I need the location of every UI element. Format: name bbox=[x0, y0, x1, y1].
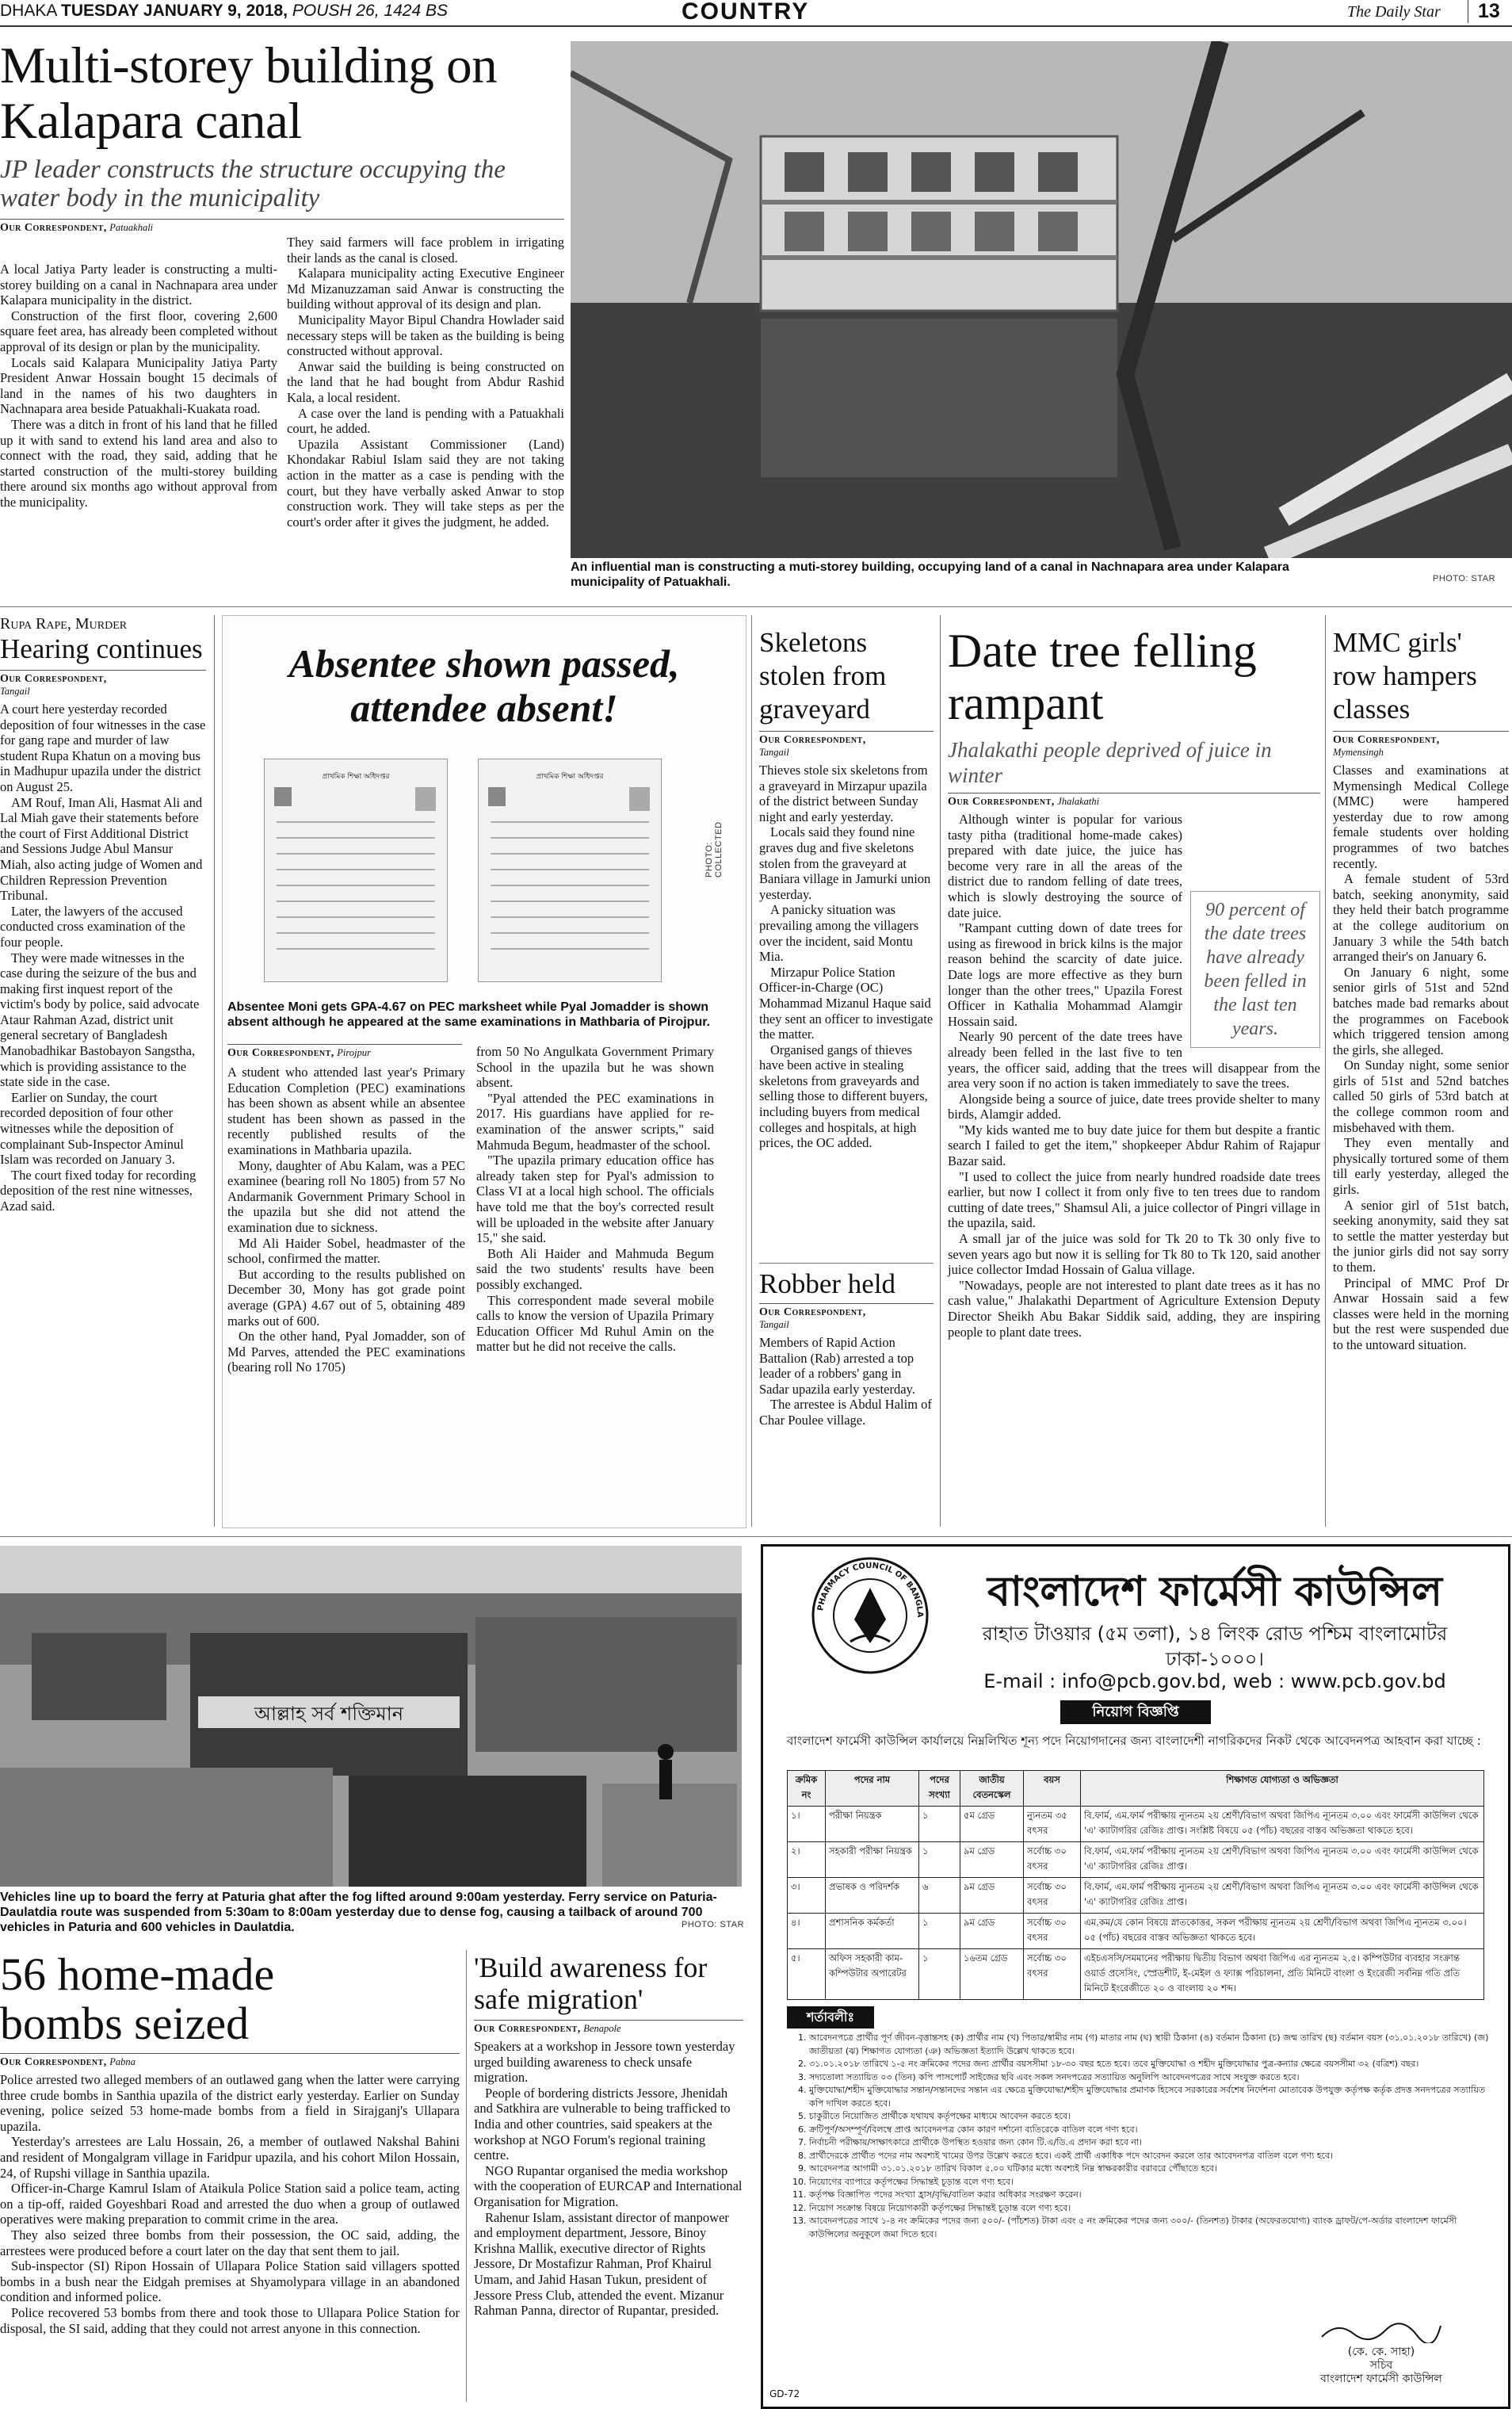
table-row: ২। সহকারী পরীক্ষা নিয়ন্ত্রক ১ ৯ম গ্রেড সর্বোচ্চ ৩০ বৎসর বি.ফার্ম, এম.ফার্ম পরীক্ষায় ন্যূনতম ২য় শ্রেণী/বিভাগ অথবা জিপিএ ন্যূনতম ৩.০০ এবং ফার্মেসী কাউন্সিল থেকে 'এ' ক্যাটাগরির রেজিঃ প্রাপ্ত। bbox=[788, 1842, 1484, 1878]
vacancy-table bbox=[787, 1770, 1484, 2000]
ad-address2: ঢাকা-১০০০। bbox=[1166, 1648, 1264, 1670]
term-item: 2. ৩১.০১.২০১৮ তারিখে ১-৫ নং ক্রমিকের পদের জন্য প্রার্থীর বয়সসীমা ১৮-৩০ বছর হতে হবে। তবে মুক্তিযোদ্ধা ও শহীদ মুক্তিযোদ্ধার পুত্র-কন্যার ক্ষেত্রে বয়সসীমা ৩২ (বত্রিশ) বছর। bbox=[809, 2058, 1499, 2071]
term-item: 7. নির্বাচনী পরীক্ষায়/সাক্ষাৎকারে প্রার্থীকে উপস্থিত হওয়ার জন্য কোন টি.এ/ডি.এ প্রদান করা হবে না। bbox=[809, 2136, 1499, 2150]
rupa-headline: Hearing continues bbox=[0, 633, 203, 664]
column-rule bbox=[466, 1950, 467, 2402]
migration-headline: 'Build awareness for safe migration' bbox=[474, 1952, 708, 2015]
ferry-caption: Vehicles line up to board the ferry at Paturia ghat after the fog lifted around 9:00am yesterday. Ferry service on Paturia-Daulatdia route was suspended from 5:30am to 8:00am yesterday due to dense fog, causing a tailback of around 700 vehicles in Paturia and 600 vehicles in Daulatdia. bbox=[0, 1891, 717, 1934]
rupa-kicker: Rupa Rape, Murder bbox=[0, 615, 128, 633]
ad-terms-list bbox=[787, 2032, 1499, 2241]
marksheet-lines bbox=[479, 782, 661, 973]
term-item: 3. সদ্যতোলা সত্যায়িত ০৩ (তিন) কপি পাসপোর্ট সাইজের ছবি এবং সকল সনদপত্রের সত্যায়িত অনুলিপি আবেদনপত্রের সাথে সংযুক্ত করতে হবে। bbox=[809, 2071, 1499, 2085]
truck-banner: আল্লাহ সর্ব শক্তিমান bbox=[254, 1703, 404, 1725]
divider bbox=[0, 1536, 1512, 1537]
marksheet-title: প্রাথমিক শিক্ষা অধিদপ্তর bbox=[322, 773, 390, 781]
table-header-row bbox=[788, 1771, 1484, 1807]
ad-title: বাংলাদেশ ফার্মেসী কাউন্সিল bbox=[987, 1568, 1442, 1616]
table-header: পদের সংখ্যা bbox=[919, 1771, 960, 1807]
absentee-caption: Absentee Moni gets GPA-4.67 on PEC marksheet while Pyal Jomadder is shown absent although he appeared at the same examinations in Mathbaria of Pirojpur. bbox=[227, 1000, 711, 1029]
dateline: DHAKA TUESDAY JANUARY 9, 2018, POUSH 26, 1424 BS bbox=[0, 2, 448, 20]
ferry-photo bbox=[0, 1546, 742, 1887]
bombs-body: Police arrested two alleged members of an outlawed gang when the latter were carrying three crude bombs in Santhia upazila of the district early yesterday. Earlier on Sunday evening, police seized 53 home-made bombs from a field in Sirajganj's Ullapara upazila. Yesterday's arrestees are Lalu Hossain, 26, a member of outlawed Nakshal Bahini and resident of Mongalgram village in Faridpur upazila, and his cohort Milon Hossain, 24, of Rupshi village in Santhia upazila. Officer-in-Charge Kamrul Islam of Ataikula Police Station said a police team, acting on a tip-off, raided Goyeshbari Road and arrested the duo when a group of outlawed operatives were making preparation to commit crime in the area. They also seized three bombs from their possession, the OC said, adding, the arrestees were produced before a court later on the day that sent them to jail. Sub-inspector (SI) Ripon Hossain of Ullapara Police Station said villagers spotted bombs in a bush near the Eidgah premises at Shyamolypara village in an abandoned condition and informed police. Police recovered 53 bombs from there and took those to Ullapara Police Station for disposal, the SI said, adding that they could not arrest anyone in this connection. bbox=[0, 2072, 460, 2336]
masthead bbox=[0, 0, 1512, 27]
term-item: 9. আবেদনপত্র আগামী ৩১.০১.২০১৮ তারিখ বিকাল ৫.০০ ঘটিকার মধ্যে অবশ্যই নিম্ন স্বাক্ষরকারীর বরাবরে পৌঁছাতে হবে। bbox=[809, 2162, 1499, 2176]
table-row: ৩। প্রভাষক ও পরিদর্শক ৬ ৯ম গ্রেড সর্বোচ্চ ৩০ বৎসর বি.ফার্ম, এম.ফার্ম পরীক্ষায় ন্যূনতম ২য় শ্রেণী/বিভাগ অথবা জিপিএ ন্যূনতম ৩.০০ এবং ফার্মেসী কাউন্সিল থেকে 'এ' ক্যাটাগরির রেজিঃ প্রাপ্ত। bbox=[788, 1878, 1484, 1914]
datetree-body: 90 percent of the date trees have already been felled in the last ten years. Although winter is popular for various tasty pitha (traditional home-made cakes) prepared with date juice, the juice has become very rare in all the areas of the district due to random felling of date trees, which is slowly destroying the source of date juice. "Rampant cutting down of date trees for using as firewood in brick kilns is the major reason behind the scarcity of date juice. Date logs are more effective as they burn longer than the other trees," Upazila Forest Officer in Kathalia Mohammad Alamgir Hossain said. Nearly 90 percent of the date trees have already been felled in the last five to ten years, the officer said, adding that the trees will disappear from the area very soon if no action is taken immediately to save the trees. Alongside being a source of juice, date trees provide shelter to many birds, Alamgir added. "My kids wanted me to buy date juice for them but despite a frantic search I failed to get the item," shopkeeper Abdur Rahim of Rajapur Bazar said. "I used to collect the juice from nearly hundred roadside date trees earlier, but now I collect it from only five to ten trees due to random cutting of date trees," Shamsul Ali, a juice collector of Pingri village in the upazila, said. A small jar of the juice was sold for Tk 20 to Tk 30 only five to seven years ago but now it is selling for Tk 80 to Tk 120, said another juice collector Imdad Hossain of Galua village. "Nowadays, people are not interested to plant date trees as it has no cash value," Jhalakathi Department of Agriculture Extension Deputy Director Sheikh Abu Bakar Siddik said, adding, they are inspiring people to plant date trees. bbox=[948, 812, 1320, 1340]
table-header: বয়স bbox=[1024, 1771, 1081, 1807]
term-item: 12. নিয়োগ সংক্রান্ত বিষয়ে নিয়োগকারী কর্তৃপক্ষের সিদ্ধান্তই চূড়ান্ত বলে গণ্য হবে। bbox=[809, 2202, 1499, 2216]
paper-logo: The Daily Star bbox=[1347, 3, 1441, 21]
term-item: 11. কর্তৃপক্ষ বিজ্ঞাপিত পদের সংখ্যা হ্রাস/বৃদ্ধি/বাতিল করার অধিকার সংরক্ষণ করেন। bbox=[809, 2189, 1499, 2202]
absentee-col2: from 50 No Angulkata Government Primary School in the upazila but he was shown absent. "Pyal attended the PEC examinations in 2017. His guardians have applied for re-examination of the answer scripts," said Mahmuda Begum, headmaster of the school. "The upazila primary education office has already taken step for Pyal's admission to Class VI at a local high school. The officials have told me that the boy's corrected result will be uploaded in the website after January 15," she said. Both Ali Haider and Mahmuda Begum said the two students' results have been possibly exchanged. This correspondent made several mobile calls to know the version of Upazila Primary Education Officer Md Ruhul Amin on the matter but he did not receive the calls. bbox=[476, 1044, 714, 1355]
term-item: 13. আবেদনপত্রের সাথে ১-৪ নং ক্রমিকের পদের জন্য ৫০০/- (পাঁচশত) টাকা এবং ৫ নং ক্রমিকের পদের জন্য ৩০০/- (তিনশত) টাকার (অফেরতযোগ্য) ব্যাংক ড্রাফট/পে-অর্ডার বাংলাদেশ ফার্মেসী কাউন্সিলের অনুকূলে জমা দিতে হবে। bbox=[809, 2215, 1499, 2241]
ad-notice-badge: নিয়োগ বিজ্ঞপ্তি bbox=[1060, 1700, 1211, 1724]
mmc-body: Classes and examinations at Mymensingh Medical College (MMC) were hampered yesterday due to row among female students over holding programmes of two batches recently. A female student of 53rd batch, seeking anonymity, said they held their batch programme at the college auditorium on January 3 while the 54th batch arranged their's on January 6. On January 6 night, some senior girls of 51st and 52nd batches made bad remarks about the programmes on Facebook which triggered tension among the girls, she alleged. On Sunday night, some senior girls of 51st and 52nd batches called 50 girls of 53rd batch at the college common room and misbehaved with them. They even mentally and physically tortured some of them till early yesterday, alleged the girls. A senior girl of 51st batch, seeking anonymity, said they sat to settle the matter yesterday but the junior girls did not say sorry to them. Principal of MMC Prof Dr Anwar Hossain said a few classes were held in the morning but the rest were suspended due to the untoward situation. bbox=[1333, 763, 1509, 1352]
bombs-headline: 56 home-made bombs seized bbox=[0, 1948, 275, 2049]
migration-body: Speakers at a workshop in Jessore town yesterday urged building awareness to check unsafe migration. People of bordering districts Jessore, Jhenidah and Satkhira are vulnerable to being trafficked to India and other countries, said speakers at the workshop at NGO Forum's regional training centre. NGO Rupantar organised the media workshop with the cooperation of EURCAP and International Organisation for Migration. Rahenur Islam, assistant director of manpower and employment department, Jessore, Binoy Krishna Mallik, executive director of Rights Jessore, Dr Mostafizur Rahman, Prof Khairul Umam, and Jahid Hasan Tukun, president of Jessore Press Club, attended the event. Mizanur Rahman Panna, director of Rupantar, presided. bbox=[474, 2039, 743, 2319]
kalapara-col2: They said farmers will face problem in irrigating their lands as the canal is closed. Kalapara municipality acting Executive Engineer Md Mizanuzzaman said Anwar is constructing the building without approval of its design and plan. Municipality Mayor Bipul Chandra Howlader said necessary steps will be taken as the building is being constructed without approval. Anwar said the building is being constructed on the land that he had bought from Abdur Rashid Kala, a local resident. A case over the land is pending with a Patuakhali court, he added. Upazila Assistant Commissioner (Land) Khondakar Rabiul Islam said they are not taking action in the matter as a case is pending with the court, but they have verbally asked Anwar to stop construction work. They will take steps as per the court's order after it gives the judgment, he added. bbox=[287, 235, 564, 530]
term-item: 8. প্রার্থীদেরকে প্রার্থীত পদের নাম অবশ্যই খামের উপর উল্লেখ করতে হবে। একই প্রার্থী একাধিক পদে আবেদন করলে তার আবেদনপত্র বাতিল বলে গণ্য হবে। bbox=[809, 2150, 1499, 2163]
robber-body: Members of Rapid Action Battalion (Rab) arrested a top leader of a robbers' gang in Sadar upazila early yesterday. The arrestee is Abdul Halim of Char Poulee village. bbox=[759, 1335, 932, 1428]
ad-address1: রাহাত টাওয়ার (৫ম তলা), ১৪ লিংক রোড পশ্চিম বাংলামোটর bbox=[982, 1623, 1448, 1645]
kalapara-credit: PHOTO: STAR bbox=[1433, 574, 1496, 583]
column-rule bbox=[751, 615, 752, 1527]
vehicles-image bbox=[0, 1546, 742, 1887]
seal-lettering: PHARMACY COUNCIL OF BANGLA bbox=[816, 1561, 925, 1618]
table-header: শিক্ষাগত যোগ্যতা ও অভিজ্ঞতা bbox=[1081, 1771, 1484, 1807]
table-row: ৫। অফিস সহকারী কাম-কম্পিউটার অপারেটর ১ ১৬তম গ্রেড সর্বোচ্চ ৩০ বৎসর এইচএসসি/সমমানের পরীক্ষায় দ্বিতীয় বিভাগ অথবা জিপিএ এর ন্যূনতম ২.৫। কম্পিউটার ব্যবহার সংক্রান্ত ওয়ার্ড প্রসেসিং, স্প্রেডশীট, ই-মেইল ও ফ্যাক্স পরিচালনা, প্রতি মিনিটে বাংলা ও ইংরেজী সর্বনিম্ন গতি প্রতি মিনিটে ইংরেজীতে ২০ ও বাংলায় ২০ শব্দ। bbox=[788, 1949, 1484, 2000]
absentee-box bbox=[222, 615, 746, 1528]
term-item: 1. আবেদনপত্রে প্রার্থীর পূর্ণ জীবন-বৃত্তান্তসহ (ক) প্রার্থীর নাম (খ) পিতার/স্বামীর নাম (গ) মাতার নাম (ঘ) স্থায়ী ঠিকানা (ঙ) বর্তমান ঠিকানা (চ) জন্ম তারিখ (ছ) বর্তমান বয়স (৩১.০১.২০১৮ তারিখে) (জ) জাতীয়তা (ঝ) শিক্ষাগত যোগ্যতা (ঞ) অভিজ্ঞতা ইত্যাদি উল্লেখ থাকতে হবে। bbox=[809, 2032, 1499, 2058]
pharmacy-ad bbox=[761, 1544, 1510, 2409]
table-header: পদের নাম bbox=[826, 1771, 919, 1807]
datetree-byline: Our Correspondent, Jhalakathi bbox=[948, 793, 1320, 809]
council-seal-icon bbox=[811, 1556, 930, 1675]
robber-byline: Our Correspondent, Tangail bbox=[759, 1303, 934, 1332]
robber-headline: Robber held bbox=[759, 1268, 896, 1299]
table-header: জাতীয় বেতনস্কেল bbox=[960, 1771, 1024, 1807]
migration-story bbox=[474, 1952, 743, 2319]
bombs-byline: Our Correspondent, Pabna bbox=[0, 2053, 460, 2069]
datetree-deck: Jhalakathi people deprived of juice in winter bbox=[948, 738, 1272, 787]
bombs-story bbox=[0, 1950, 460, 2336]
skeletons-story bbox=[759, 626, 934, 1151]
table-row: ৪। প্রশাসনিক কর্মকর্তা ১ ৯ম গ্রেড সর্বোচ্চ ৩০ বৎসর এম.কম/যে কোন বিষয়ে স্নাতকোত্তর, সকল পরীক্ষায় ন্যূনতম ২য় শ্রেণী/বিভাগ অথবা জিপিএ ন্যূনতম ৩.০০। ০৫ (পাঁচ) বছরের বাস্তব অভিজ্ঞতা থাকতে হবে। bbox=[788, 1914, 1484, 1949]
ad-table-wrap bbox=[787, 1770, 1484, 2000]
divider bbox=[0, 606, 1512, 607]
kalapara-caption: An influential man is constructing a muti-storey building, occupying land of a canal in Nachnapara area under Kalapara municipality of Patuakhali. bbox=[571, 560, 1289, 589]
table-row: ১। পরীক্ষা নিয়ন্ত্রক ১ ৫ম গ্রেড ন্যুনতম ৩৫ বৎসর বি.ফার্ম, এম.ফার্ম পরীক্ষায় ন্যূনতম ২য় শ্রেণী/বিভাগ অথবা জিপিএ ন্যূনতম ৩.০০ এবং ফার্মেসী কাউন্সিল থেকে 'এ' ক্যাটাগরির রেজিঃ প্রাপ্ত। সংশ্লিষ্ট বিষয়ে ০৫ (পাঁচ) বছরের বাস্তব অভিজ্ঞতা থাকতে হবে। bbox=[788, 1807, 1484, 1842]
absentee-byline: Our Correspondent, Pirojpur bbox=[227, 1044, 462, 1060]
kalapara-photo bbox=[571, 41, 1512, 558]
rupa-body: A court here yesterday recorded deposition of four witnesses in the case for gang rape and murder of law student Rupa Khatun on a moving bus in Madhupur upazila under the district on August 25. AM Rouf, Iman Ali, Hasmat Ali and Lal Miah gave their statements before the court of First Additional District and Sessions Judge Abul Mansur Miah, also acting judge of Women and Children Repression Prevention Tribunal. Later, the lawyers of the accused conducted cross examination of the four people. They were made witnesses in the case during the seizure of the bus and making first inquest report of the victim's body by police, said advocate Ataur Rahman Azad, district unit general secretary of Bangladesh Manobadhikar Bastobayon Sangstha, which is providing assistance to the state side in the case. Earlier on Sunday, the court recorded deposition of four other witnesses while the deposition of complainant Sub-Inspector Aminul Islam was recorded on January 3. The court fixed today for recording deposition of the rest nine witnesses, Azad said. bbox=[0, 702, 206, 1214]
term-item: 10. নিয়োগের ব্যাপারে কর্তৃপক্ষের সিদ্ধান্তই চূড়ান্ত বলে গণ্য হবে। bbox=[809, 2176, 1499, 2189]
skeletons-byline: Our Correspondent, Tangail bbox=[759, 731, 934, 759]
term-item: 5. চাকুরীতে নিয়োজিত প্রার্থীকে যথাযথ কর্তৃপক্ষের মাধ্যমে আবেদন করতে হবে। bbox=[809, 2110, 1499, 2124]
ad-terms-title: শর্তাবলীঃ bbox=[787, 2006, 874, 2029]
ad-code: GD-72 bbox=[769, 2388, 800, 2399]
rupa-byline: Our Correspondent, Tangail bbox=[0, 670, 206, 698]
mmc-byline: Our Correspondent, Mymensingh bbox=[1333, 731, 1509, 759]
datetree-story bbox=[948, 625, 1320, 1528]
column-rule bbox=[1325, 615, 1326, 1527]
marksheet-left bbox=[264, 759, 448, 982]
column-rule bbox=[214, 615, 215, 1527]
absentee-headline: Absentee shown passed, attendee absent! bbox=[288, 641, 680, 730]
marksheet-lines bbox=[265, 782, 447, 973]
marksheet-right bbox=[478, 759, 662, 982]
rupa-story bbox=[0, 615, 206, 1214]
table-header: ক্রমিক নং bbox=[788, 1771, 826, 1807]
term-item: 6. ক্রটিপূর্ণ/অসম্পূর্ণ/বিলম্বে প্রাপ্ত আবেদনপত্র কোন কারণ দর্শানো ব্যতিরেকে বাতিল বলে গণ্য হবে। bbox=[809, 2124, 1499, 2137]
absentee-credit: PHOTO: COLLECTED bbox=[704, 821, 724, 878]
skeletons-headline: Skeletons stolen from graveyard bbox=[759, 627, 887, 725]
ferry-credit: PHOTO: STAR bbox=[682, 1920, 745, 1929]
signatory-org: বাংলাদেশ ফার্মেসী কাউন্সিল bbox=[1320, 2373, 1442, 2385]
kalapara-byline: Our Correspondent, Patuakhali bbox=[0, 219, 564, 235]
kalapara-headline: Multi-storey building on Kalapara canal bbox=[0, 37, 498, 150]
datetree-pullquote: 90 percent of the date trees have already been felled in the last ten years. bbox=[1190, 891, 1320, 1048]
mmc-story bbox=[1333, 626, 1509, 1353]
signatory-block bbox=[1270, 2346, 1492, 2386]
ad-contact: E-mail : info@pcb.gov.bd, web : www.pcb.gov.bd bbox=[983, 1670, 1446, 1692]
ad-intro: বাংলাদেশ ফার্মেসী কাউন্সিল কার্যালয়ে নিম্নলিখিত শূন্য পদে নিয়োগদানের জন্য বাংলাদেশী নাগরিকদের নিকট থেকে আবেদনপত্র আহবান করা যাচ্ছে : bbox=[787, 1734, 1481, 1748]
kalapara-col1: A local Jatiya Party leader is constructing a multi-storey building on a canal in Nachnapara area under Kalapara municipality in the district. Construction of the first floor, covering 2,600 square feet area, has already been completed without approval of its design or plan by the municipality. Locals said Kalapara Municipality Jatiya Party President Anwar Hossain bought 15 decimals of land in the names of his two daughters in Nachnapara area beside Patuakhali-Kuakata road. There was a ditch in front of his land that he filled up it with sand to extend his land area and also to connect with the road, they said, adding that he started construction of the multi-storey building there around six months ago without approval from the municipality. bbox=[0, 262, 277, 510]
section-title: COUNTRY bbox=[682, 0, 810, 25]
page-number: 13 bbox=[1468, 0, 1500, 23]
marksheet-title: প্রাথমিক শিক্ষা অধিদপ্তর bbox=[536, 773, 604, 781]
term-item: 4. মুক্তিযোদ্ধা/শহীদ মুক্তিযোদ্ধার সন্তান/সন্তানদের সন্তান এর ক্ষেত্রে মুক্তিযোদ্ধা/শহীদ মুক্তিযোদ্ধার প্রমাণক হিসেবে সরকারের সর্বশেষ নির্দেশনা মোতাবেক উপযুক্ত কর্তৃপক্ষ কর্তৃক প্রদত্ত সনদপত্রের সত্যায়িত কপি দাখিল করতে হবে। bbox=[809, 2084, 1499, 2110]
signatory-name: (কে. কে. সাহা) bbox=[1347, 2346, 1415, 2358]
datetree-headline: Date tree felling rampant bbox=[948, 625, 1257, 729]
kalapara-story bbox=[0, 38, 564, 601]
mmc-headline: MMC girls' row hampers classes bbox=[1333, 627, 1477, 725]
divider bbox=[759, 1263, 934, 1264]
building-canal-image bbox=[571, 41, 1512, 558]
kalapara-deck: JP leader constructs the structure occupying the water body in the municipality bbox=[0, 155, 506, 212]
migration-byline: Our Correspondent, Benapole bbox=[474, 2020, 743, 2036]
signatory-title: সচিব bbox=[1369, 2359, 1393, 2372]
signature-scribble-icon bbox=[1318, 2319, 1445, 2343]
absentee-col1: A student who attended last year's Primary Education Completion (PEC) examinations has been shown as absent while an absentee student has been shown as passed in the recently published results of the examinations in Mathbaria upazila. Mony, daughter of Abu Kalam, was a PEC examinee (bearing roll No 1805) from 57 No Andarmanik Government Primary School in the upazila but she did not attend the examination due to sickness. Md Ali Haider Sobel, headmaster of the school, confirmed the matter. But according to the results published on December 30, Mony has got grade point average (GPA) 4.67 out of 5, obtaining 489 marks out of 600. On the other hand, Pyal Jomadder, son of Md Parves, attended the PEC examinations (bearing roll No 1705) bbox=[227, 1065, 465, 1375]
column-rule bbox=[940, 615, 941, 1527]
robber-story bbox=[759, 1268, 934, 1428]
skeletons-body: Thieves stole six skeletons from a graveyard in Mirzapur upazila of the district between Sunday night and early yesterday. Locals said they found nine graves dug and five skeletons stolen from the graveyard at Baniara village in Jamurki union yesterday. A panicky situation was prevailing among the villagers over the incident, said Montu Mia. Mirzapur Police Station Officer-in-Charge (OC) Mohammad Mizanul Haque said they sent an officer to investigate the matter. Organised gangs of thieves have been active in stealing skeletons from graveyards and selling those to different buyers, including buyers from medical colleges and hospitals, at high prices, the OC added. bbox=[759, 763, 934, 1151]
